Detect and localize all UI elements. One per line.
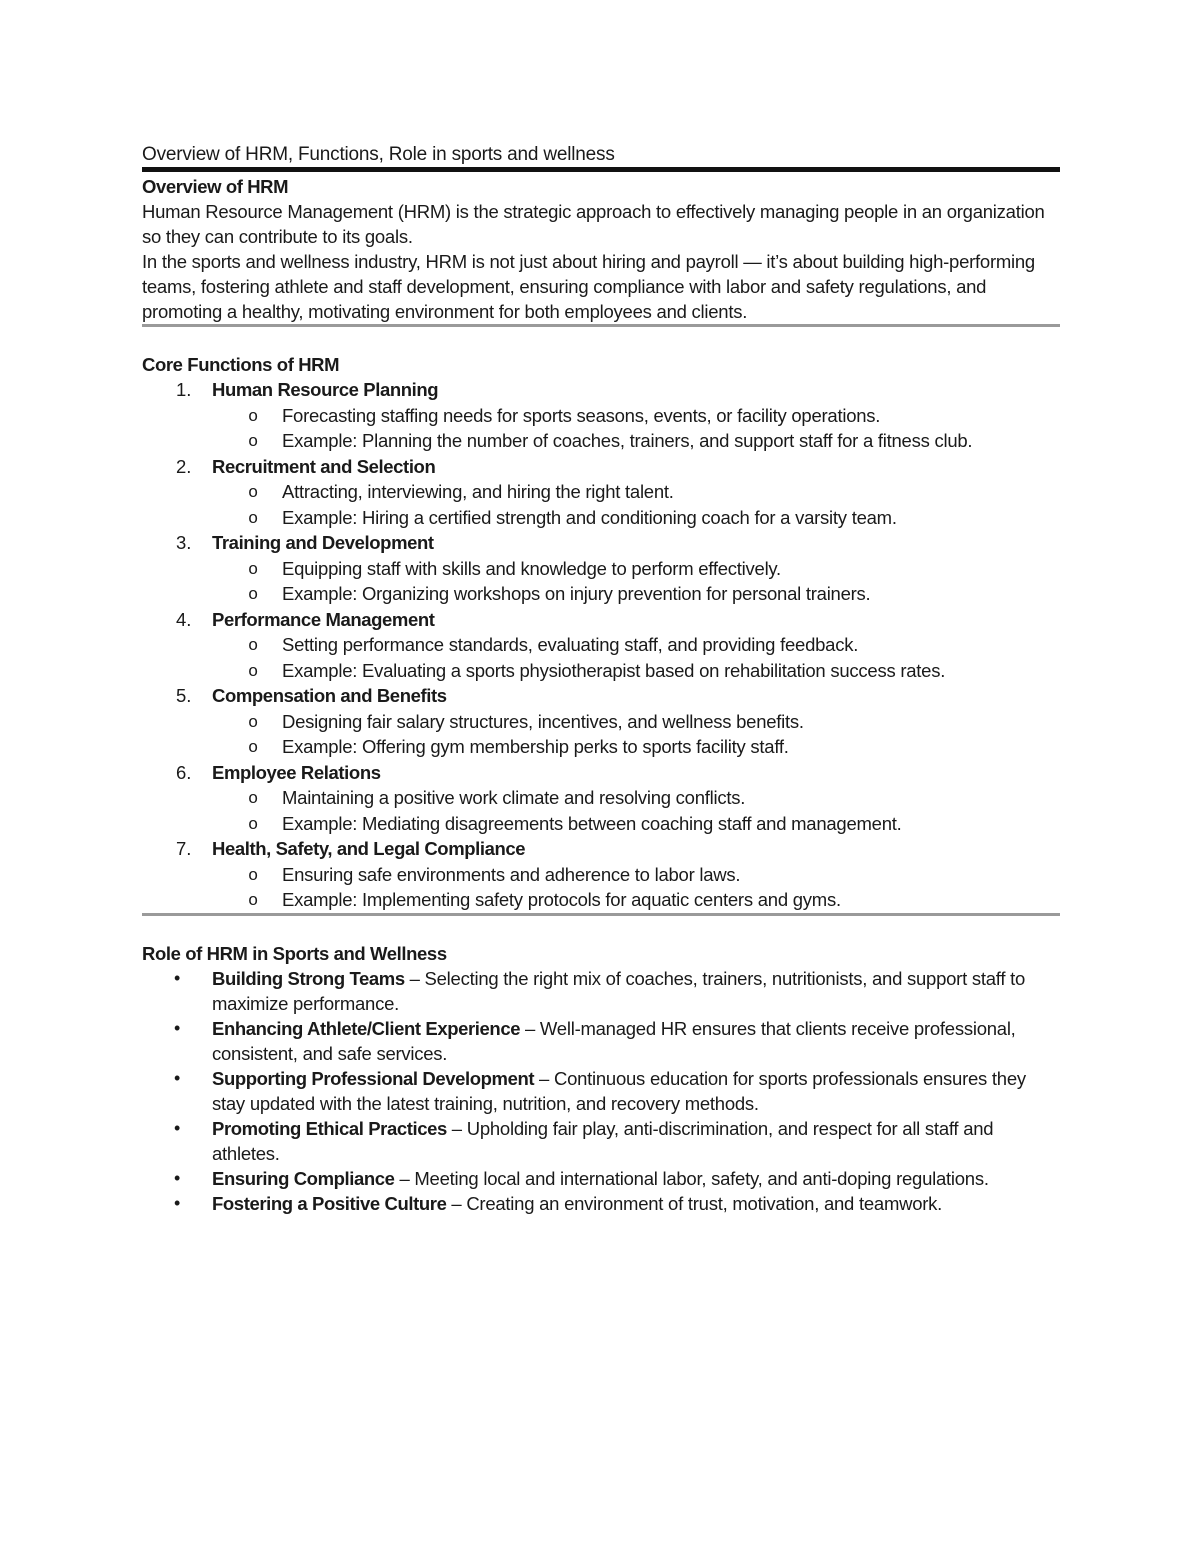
function-point-text: Example: Offering gym membership perks to sports facility staff. — [282, 736, 789, 757]
function-title: Health, Safety, and Legal Compliance — [212, 838, 526, 859]
function-point-text: Forecasting staffing needs for sports seasons, events, or facility operations. — [282, 404, 881, 426]
role-text: – Creating an environment of trust, motivation, and teamwork. — [446, 1192, 943, 1214]
role-item — [142, 1066, 1060, 1116]
function-points — [212, 479, 1060, 530]
role-text: – Meeting local and international labor, safety, and anti-doping regulations. — [394, 1167, 989, 1189]
role-title: Promoting Ethical Practices — [212, 1117, 447, 1139]
function-point — [212, 811, 1060, 837]
bullet-icon: • — [174, 1167, 181, 1188]
function-point-text: Designing fair salary structures, incentives, and wellness benefits. — [282, 710, 804, 732]
bullet-icon: • — [174, 1117, 181, 1138]
bullet-icon: • — [174, 1017, 181, 1038]
function-point-text: Example: Evaluating a sports physiotherapist based on rehabilitation success rates. — [282, 659, 946, 681]
role-section — [142, 941, 1060, 1216]
function-number: 1. — [176, 379, 192, 400]
function-point-text: Equipping staff with skills and knowledge to perform effectively. — [282, 557, 781, 579]
overview-paragraph-2: In the sports and wellness industry, HRM is not just about hiring and payroll — it’s about building high-performing teams, fostering athlete and staff development, ensuring compliance with labor and safety regulations, and promoting a healthy, motivating environment for both employees and clients. — [142, 251, 1035, 322]
function-number: 5. — [176, 685, 192, 706]
role-title: Fostering a Positive Culture — [212, 1192, 447, 1214]
circle-bullet-icon: o — [248, 815, 258, 835]
function-number: 6. — [176, 761, 192, 783]
function-point-text: Example: Planning the number of coaches, trainers, and support staff for a fitness club. — [282, 430, 973, 451]
function-title: Recruitment and Selection — [212, 455, 436, 477]
circle-bullet-icon: o — [248, 407, 258, 427]
function-point-text: Example: Hiring a certified strength and conditioning coach for a varsity team. — [282, 506, 897, 528]
function-point — [212, 862, 1060, 888]
function-number: 2. — [176, 455, 192, 477]
overview-section — [142, 174, 1060, 324]
overview-paragraph-1: Human Resource Management (HRM) is the strategic approach to effectively managing people in an organization so they can contribute to its goals. — [142, 201, 1045, 247]
function-points — [212, 403, 1060, 454]
function-item — [142, 760, 1060, 837]
function-point-text: Setting performance standards, evaluating staff, and providing feedback. — [282, 634, 859, 655]
circle-bullet-icon: o — [248, 560, 258, 580]
document-title: Overview of HRM, Functions, Role in sports and wellness — [142, 144, 615, 165]
bullet-icon: • — [174, 1192, 181, 1213]
function-points — [212, 785, 1060, 836]
circle-bullet-icon: o — [248, 637, 258, 656]
title-divider — [142, 167, 1060, 172]
function-item — [142, 607, 1060, 684]
bullet-icon: • — [174, 1067, 181, 1088]
bullet-icon: • — [174, 967, 181, 988]
role-text: – Well-managed HR ensures that clients receive professional, consistent, and safe services. — [212, 1017, 1016, 1064]
circle-bullet-icon: o — [248, 662, 258, 682]
circle-bullet-icon: o — [248, 509, 258, 529]
role-title: Building Strong Teams — [212, 967, 405, 989]
circle-bullet-icon: o — [248, 713, 258, 733]
role-item — [142, 1191, 1060, 1216]
role-list — [142, 966, 1060, 1216]
circle-bullet-icon: o — [248, 433, 258, 452]
function-point — [212, 734, 1060, 760]
role-text: – Upholding fair play, anti-discrimination, and respect for all staff and athletes. — [212, 1117, 994, 1164]
function-point — [212, 658, 1060, 684]
function-point — [212, 556, 1060, 582]
function-title: Training and Development — [212, 532, 434, 553]
function-point — [212, 785, 1060, 811]
function-title: Compensation and Benefits — [212, 685, 447, 706]
role-title: Enhancing Athlete/Client Experience — [212, 1017, 521, 1039]
function-number: 7. — [176, 838, 192, 859]
function-item — [142, 836, 1060, 913]
function-points — [212, 862, 1060, 913]
function-points — [212, 556, 1060, 607]
function-point-text: Example: Organizing workshops on injury prevention for personal trainers. — [282, 583, 871, 604]
circle-bullet-icon: o — [248, 790, 258, 809]
role-title: Ensuring Compliance — [212, 1167, 395, 1189]
function-title: Human Resource Planning — [212, 379, 439, 400]
role-item — [142, 1116, 1060, 1166]
circle-bullet-icon: o — [248, 586, 258, 605]
circle-bullet-icon: o — [248, 484, 258, 503]
function-number: 4. — [176, 608, 192, 630]
core-functions-heading: Core Functions of HRM — [142, 354, 340, 375]
role-item — [142, 966, 1060, 1016]
circle-bullet-icon: o — [248, 892, 258, 911]
core-functions-section — [142, 352, 1060, 913]
core-functions-list — [142, 377, 1060, 913]
document-page — [142, 142, 1060, 1216]
function-point — [212, 581, 1060, 607]
function-points — [212, 709, 1060, 760]
role-title: Supporting Professional Development — [212, 1067, 535, 1089]
function-point — [212, 632, 1060, 658]
function-point — [212, 403, 1060, 429]
role-heading: Role of HRM in Sports and Wellness — [142, 942, 447, 964]
function-item — [142, 377, 1060, 454]
function-item — [142, 530, 1060, 607]
role-text: – Selecting the right mix of coaches, trainers, nutritionists, and support staff to maximize performance. — [212, 967, 1026, 1014]
function-point-text: Example: Implementing safety protocols for aquatic centers and gyms. — [282, 889, 841, 910]
role-item — [142, 1166, 1060, 1191]
role-item — [142, 1016, 1060, 1066]
function-number: 3. — [176, 532, 192, 553]
overview-heading: Overview of HRM — [142, 176, 289, 197]
function-point-text: Example: Mediating disagreements between coaching staff and management. — [282, 812, 902, 834]
function-point — [212, 505, 1060, 531]
function-point — [212, 428, 1060, 454]
function-point-text: Attracting, interviewing, and hiring the right talent. — [282, 481, 674, 502]
circle-bullet-icon: o — [248, 866, 258, 886]
function-item — [142, 683, 1060, 760]
role-text: – Continuous education for sports professionals ensures they stay updated with the latest training, nutrition, and recovery methods. — [212, 1067, 1026, 1114]
circle-bullet-icon: o — [248, 739, 258, 758]
function-point — [212, 709, 1060, 735]
function-point — [212, 479, 1060, 505]
function-title: Performance Management — [212, 608, 435, 630]
function-points — [212, 632, 1060, 683]
function-point — [212, 887, 1060, 913]
function-point-text: Maintaining a positive work climate and resolving conflicts. — [282, 787, 746, 808]
function-item — [142, 454, 1060, 531]
function-point-text: Ensuring safe environments and adherence to labor laws. — [282, 863, 741, 885]
function-title: Employee Relations — [212, 761, 381, 783]
